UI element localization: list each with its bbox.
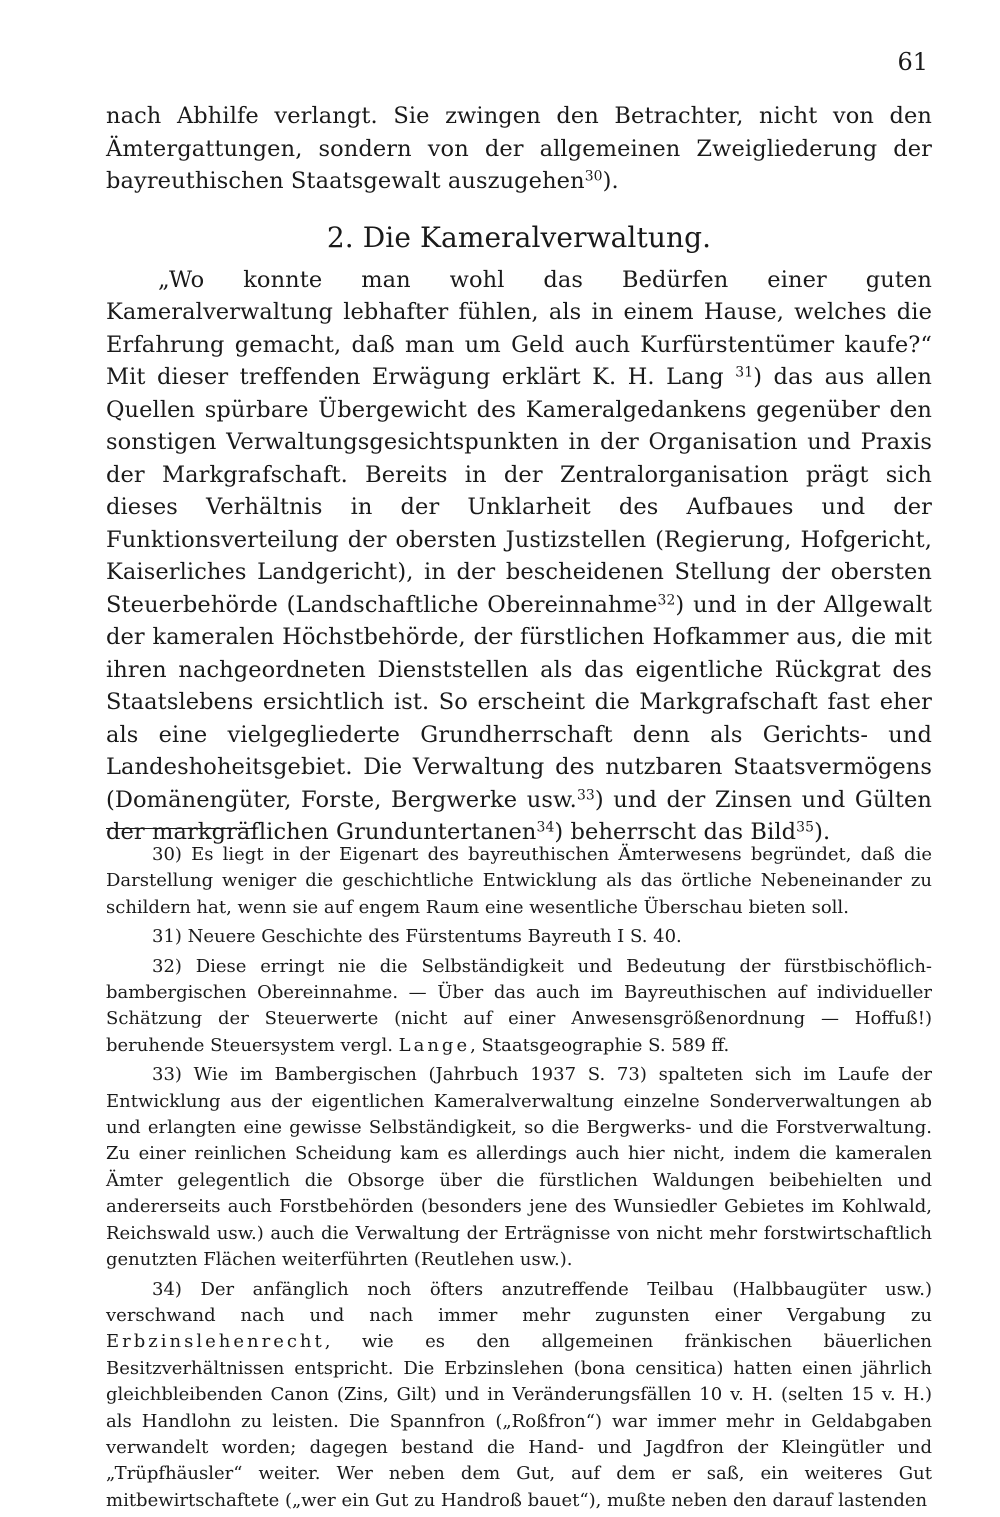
footnote-ref-30: 30	[584, 168, 603, 185]
footnote-ref-33: 33	[576, 786, 595, 803]
page-number: 61	[897, 48, 928, 76]
paragraph-2-part2: ) das aus allen Quellen spürbare Übergewicht des Kameralgedankens gegenüber den sonstigen Verwaltungsgesichtspunkten in der Organisation und Praxis der Markgrafschaft. Bereits in der Zentralorganisation prägt sich dieses Verhältnis in der Unklarheit des Aufbaues und der Funktionsverteilung der obersten Justizstellen (Regierung, Hofgericht, Kaiserliches Landgericht), in der bescheidenen Stellung der obersten Steuerbehörde (Landschaftliche Obereinnahme	[106, 364, 932, 618]
footnote-32-part2: , Staatsgeographie S. 589 ff.	[470, 1034, 730, 1056]
paragraph-2-part4: ) und der Zinsen und Gülten der markgräflichen Grunduntertanen	[106, 786, 932, 845]
footnote-divider	[106, 828, 256, 829]
paragraph-1-text: nach Abhilfe verlangt. Sie zwingen den Betrachter, nicht von den Ämtergattungen, sondern von der allgemeinen Zweigliederung der bayreuthischen Staatsgewalt auszugehen	[106, 103, 932, 194]
paragraph-2	[106, 264, 932, 849]
footnote-34-term: Erbzinslehenrecht	[106, 1331, 325, 1353]
footnote-32-author: Lange	[398, 1034, 471, 1056]
footnote-34	[106, 1277, 932, 1515]
paragraph-2-part1: „Wo konnte man wohl das Bedürfen einer guten Kameralverwaltung lebhafter fühlen, als in einem Hause, welches die Erfahrung gemacht, daß man um Geld auch Kurfürstentümer kaufe?“ Mit dieser treffenden Erwägung erklärt K. H. Lang	[106, 266, 932, 390]
footnote-34-part1: 34) Der anfänglich noch öfters anzutreffende Teilbau (Halbbaugüter usw.) verschwand nach und nach immer mehr zugunsten einer Vergabung zu	[106, 1278, 932, 1326]
footnote-ref-31: 31	[735, 364, 754, 381]
footnote-ref-32: 32	[657, 591, 676, 608]
footnote-33: 33) Wie im Bambergischen (Jahrbuch 1937 S. 73) spalteten sich im Laufe der Entwicklung aus der eigentlichen Kameralverwaltung einzelne Sonderverwaltungen ab und erlangten eine gewisse Selbständigkeit, so die Bergwerks- und die Forstverwaltung. Zu einer reinlichen Scheidung kam es allerdings auch hier nicht, indem die kameralen Ämter gelegentlich die Obsorge über die fürstlichen Waldungen beibehielten und andererseits auch Forstbehörden (besonders jene des Wunsiedler Gebietes im Kohlwald, Reichswald usw.) auch die Verwaltung der Erträgnisse von nicht mehr forstwirtschaftlich genutzten Flächen weiterführten (Reutlehen usw.).	[106, 1064, 932, 1271]
footnote-32	[106, 954, 932, 1060]
footnotes	[106, 842, 932, 1517]
body-text	[106, 100, 932, 849]
footnote-34-part2: , wie es den allgemeinen fränkischen bäuerlichen Besitzverhältnissen entspricht. Die Erbzinslehen (bona censitica) hatten einen jährlich gleichbleibenden Canon (Zins, Gilt) und in Veränderungsfällen 10 v. H. (selten 15 v. H.) als Handlohn zu leisten. Die Spannfron („Roßfron“) war immer mehr in Geldabgaben verwandelt worden; dagegen bestand die Hand- und Jagdfron der Kleingütler und „Trüpfhäusler“ weiter. Wer neben dem Gut, auf dem er saß, ein weiteres Gut mitbewirtschaftete („wer ein Gut zu Handroß bauet“), mußte neben den darauf lastenden	[106, 1331, 932, 1511]
footnote-30: 30) Es liegt in der Eigenart des bayreuthischen Ämterwesens begründet, daß die Darstellung weniger die geschichtliche Entwicklung als das örtliche Nebeneinander zu schildern hat, wenn sie auf engem Raum eine wesentliche Überschau bieten soll.	[106, 844, 932, 918]
footnote-ref-35: 35	[796, 819, 815, 836]
paragraph-2-part6: ).	[814, 819, 831, 845]
footnote-31: 31) Neuere Geschichte des Fürstentums Bayreuth I S. 40.	[152, 926, 682, 948]
footnote-ref-34: 34	[536, 819, 555, 836]
paragraph-2-part5: ) beherrscht das Bild	[554, 819, 797, 845]
footnote-32-part1: 32) Diese erringt nie die Selbständigkeit und Bedeutung der fürstbischöflich-bambergischen Obereinnahme. — Über das auch im Bayreuthischen auf individueller Schätzung der Steuerwerte (nicht auf einer Anwesensgrößenordnung — Hoffuß!) beruhende Steuersystem vergl.	[106, 955, 932, 1056]
paragraph-1	[106, 100, 932, 198]
section-heading: 2. Die Kameralverwaltung.	[326, 220, 712, 254]
paragraph-1-tail: ).	[602, 168, 619, 194]
paragraph-2-part3: ) und in der Allgewalt der kameralen Höchstbehörde, der fürstlichen Hofkammer aus, die mit ihren nachgeordneten Dienststellen als das eigentliche Rückgrat des Staatslebens ersichtlich ist. So erscheint die Markgrafschaft fast eher als eine vielgegliederte Grundherrschaft denn als Gerichts- und Landeshoheitsgebiet. Die Verwaltung des nutzbaren Staatsvermögens (Domänengüter, Forste, Bergwerke usw.	[106, 591, 933, 813]
